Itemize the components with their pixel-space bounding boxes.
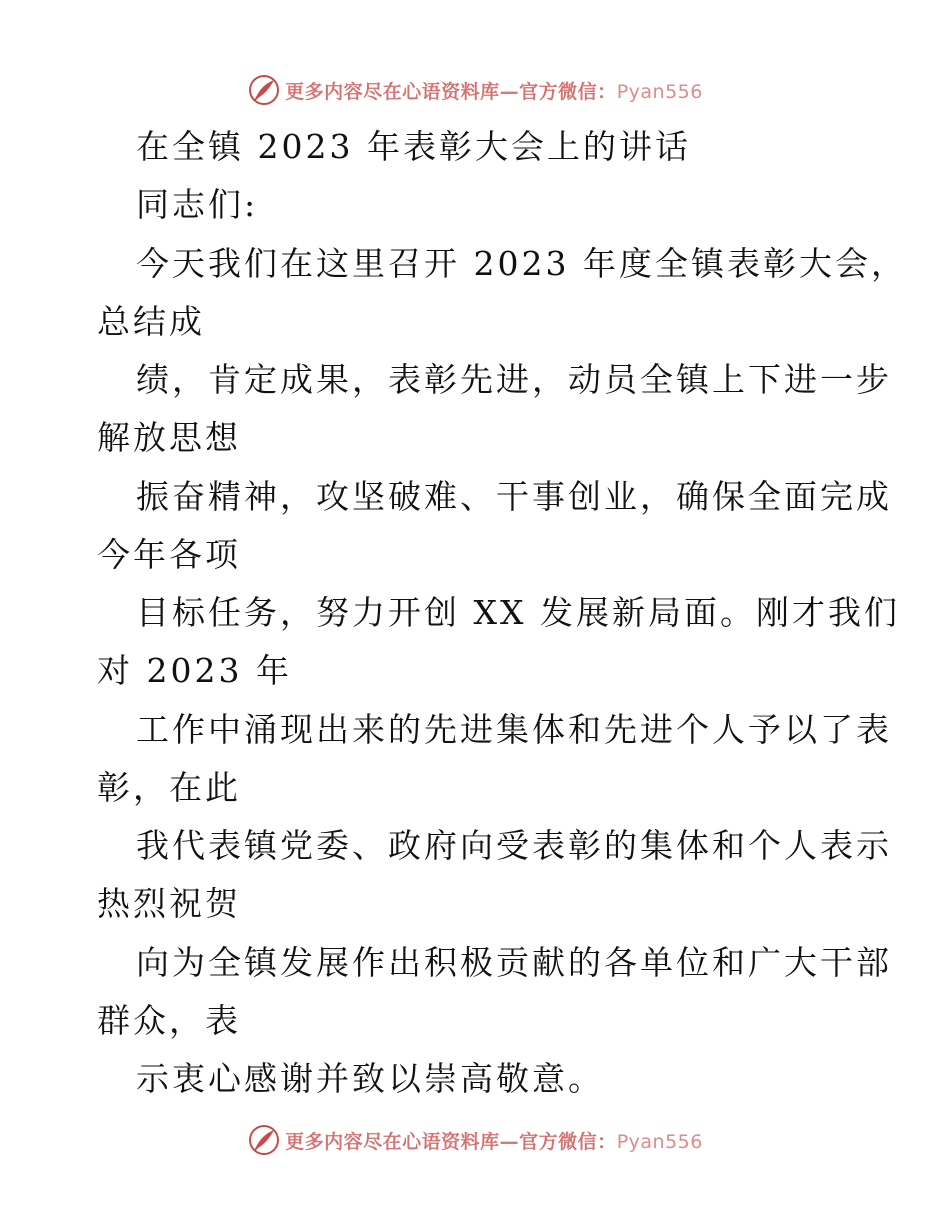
watermark-text [285, 1127, 703, 1154]
paragraph-line: 示衷心感谢并致以崇高敬意。 [136, 1059, 604, 1098]
watermark-wechat-label: 官方微信： [519, 1130, 617, 1153]
watermark-wechat-id: Pyan556 [616, 1130, 703, 1153]
watermark-brand: 更多内容尽在心语资料库 [285, 1130, 500, 1153]
paragraph-line: 我代表镇党委、政府向受表彰的集体和个人表示 [136, 826, 892, 865]
paragraph-line: 彰，在此 [97, 768, 241, 807]
watermark-brand: 更多内容尽在心语资料库 [285, 80, 500, 103]
paragraph-line: 群众，表 [97, 1001, 241, 1040]
document-title: 在全镇 2023 年表彰大会上的讲话 [136, 127, 691, 166]
watermark-group [247, 1123, 703, 1157]
feather-pen-logo-icon [247, 73, 281, 107]
paragraph-line: 工作中涌现出来的先进集体和先进个人予以了表 [136, 710, 892, 749]
paragraph-line: 今年各项 [97, 535, 241, 574]
watermark-group [247, 73, 703, 107]
paragraph-line: 绩，肯定成果，表彰先进，动员全镇上下进一步 [136, 360, 892, 399]
watermark-dash: — [499, 80, 520, 103]
paragraph-line: 热烈祝贺 [97, 884, 241, 923]
watermark-banner-top [0, 70, 950, 110]
watermark-banner-bottom [0, 1120, 950, 1160]
watermark-text [285, 77, 703, 104]
paragraph-line: 今天我们在这里召开 2023 年度全镇表彰大会， [136, 244, 907, 283]
paragraph-line: 振奋精神，攻坚破难、干事创业，确保全面完成 [136, 477, 892, 516]
watermark-dash: — [499, 1130, 520, 1153]
watermark-wechat-label: 官方微信： [519, 80, 617, 103]
paragraph-line: 目标任务，努力开创 XX 发展新局面。刚才我们 [136, 593, 900, 632]
feather-pen-logo-icon [247, 1123, 281, 1157]
greeting: 同志们: [136, 185, 259, 224]
paragraph-line: 总结成 [97, 302, 205, 341]
paragraph-line: 解放思想 [97, 418, 241, 457]
paragraph-line: 对 2023 年 [97, 651, 292, 690]
paragraph-line: 向为全镇发展作出积极贡献的各单位和广大干部 [136, 943, 892, 982]
watermark-wechat-id: Pyan556 [616, 80, 703, 103]
